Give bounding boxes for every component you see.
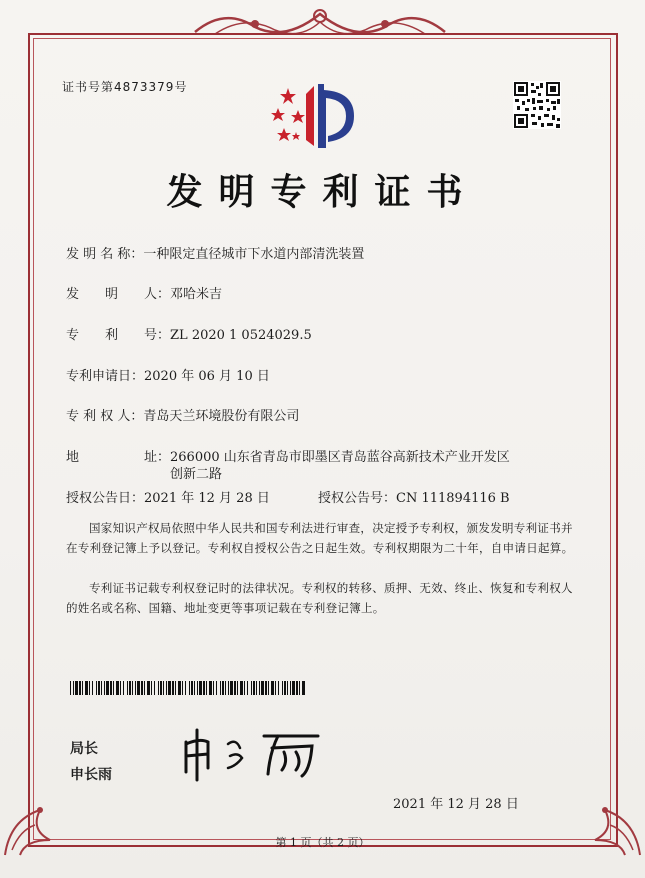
barcode (70, 681, 306, 695)
invention-name-value: 一种限定直径城市下水道内部清洗装置 (143, 247, 365, 262)
grant-number-label: 授权公告号： (318, 491, 397, 506)
page-number: 第 1 页（共 2 页） (275, 836, 370, 849)
inventor-value: 邓哈米吉 (170, 287, 223, 302)
director-title: 局长 (70, 741, 98, 757)
certificate-title: 发明专利证书 (166, 172, 479, 213)
grant-statement-paragraph: 国家知识产权局依照中华人民共和国专利法进行审查，决定授予专利权，颁发发明专利证书并在专利登记簿上予以登记。专利权自授权公告之日起生效。专利权期限为二十年，自申请日起算。 (66, 521, 574, 555)
application-date-row (66, 368, 270, 385)
grant-date-row (66, 490, 270, 507)
patentee-row (66, 408, 299, 425)
legal-status-paragraph: 专利证书记载专利权登记时的法律状况。专利权的转移、质押、无效、终止、恢复和专利权人的姓名或名称、国籍、地址变更等事项记载在专利登记簿上。 (66, 581, 573, 615)
application-date-value: 2020 年 06 月 10 日 (144, 369, 270, 384)
patentee-value: 青岛天兰环境股份有限公司 (143, 409, 300, 424)
grant-date-value: 2021 年 12 月 28 日 (144, 491, 270, 506)
grant-number-value: CN 111894116 B (396, 491, 510, 506)
patentee-label: 专 利 权 人： (66, 409, 144, 424)
address-label: 地 址： (66, 450, 171, 465)
invention-name-row (66, 246, 364, 263)
certificate-number: 证书号第4873379号 (62, 80, 188, 94)
qr-code (513, 81, 561, 129)
address-row (66, 449, 520, 483)
issue-date: 2021 年 12 月 28 日 (393, 797, 519, 812)
patent-number-value: ZL 2020 1 0524029.5 (170, 328, 312, 343)
application-date-label: 专利申请日： (66, 369, 145, 384)
grant-date-label: 授权公告日： (66, 491, 145, 506)
invention-name-label: 发 明 名 称： (66, 247, 144, 262)
grant-number-row (318, 490, 510, 507)
director-name: 申长雨 (70, 767, 112, 783)
patent-number-label: 专 利 号： (66, 328, 171, 343)
inventor-label: 发 明 人： (66, 287, 171, 302)
director-signature (178, 722, 328, 784)
cnipa-emblem (258, 80, 368, 152)
inventor-row (66, 286, 222, 303)
patent-number-row (66, 327, 312, 344)
address-value: 266000 山东省青岛市即墨区青岛蓝谷高新技术产业开发区创新二路 (170, 450, 510, 482)
inner-border (33, 38, 611, 840)
